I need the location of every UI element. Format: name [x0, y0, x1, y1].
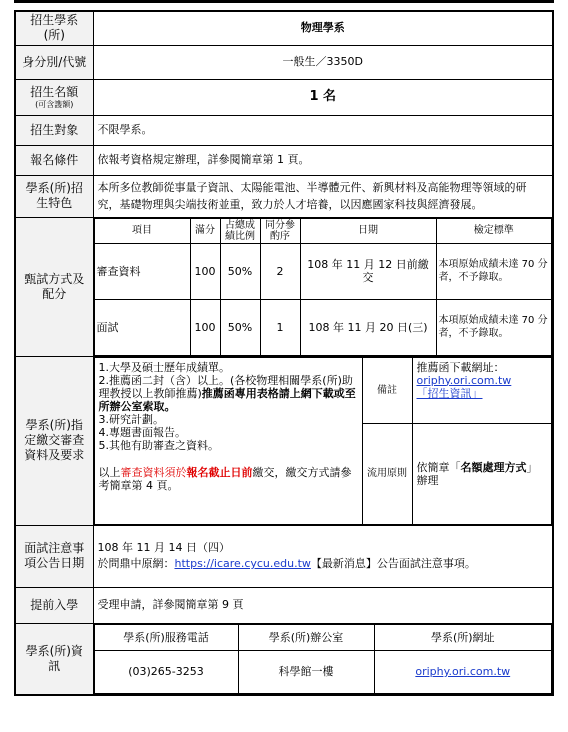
- screening-header: 滿分: [190, 218, 220, 243]
- documents-label: 學系(所)指定繳交審查資料及要求: [15, 356, 93, 525]
- row-identity: [15, 45, 553, 79]
- screening-item-full: 100: [190, 243, 220, 299]
- screening-item-order: 2: [260, 243, 300, 299]
- info-value-row: [94, 650, 552, 693]
- quota-label: 招生名額: [30, 85, 79, 99]
- target-value: 不限學系。: [93, 115, 553, 145]
- row-features: [15, 175, 553, 217]
- top-border-line: [14, 0, 554, 3]
- info-website-link[interactable]: oriphy.ori.com.tw: [415, 665, 511, 678]
- screening-header-row: [94, 218, 552, 243]
- remark-label: 備註: [362, 357, 412, 423]
- doc-item-5: 5.其他有助審查之資料。: [98, 438, 219, 452]
- screening-header: 同分參酌序: [260, 218, 300, 243]
- doc-item-1: 1.大學及碩士歷年成績單。: [98, 360, 230, 374]
- dept-label: 招生學系(所): [15, 11, 93, 45]
- screening-item-name: 審查資料: [94, 243, 190, 299]
- row-target: [15, 115, 553, 145]
- quota-label-cell: [15, 79, 93, 115]
- documents-requirements: [94, 357, 362, 524]
- row-quota: [15, 79, 553, 115]
- screening-header: 占總成績比例: [220, 218, 260, 243]
- identity-label: 身分別/代號: [15, 45, 93, 79]
- info-table: [94, 624, 553, 694]
- rule-content: [412, 423, 552, 524]
- row-interview-notice: [15, 525, 553, 587]
- doc-item-2: [99, 374, 358, 413]
- rule-label: 流用原則: [362, 423, 412, 524]
- doc-note-c: 報名截止日前: [186, 465, 253, 479]
- features-label: 學系(所)招生特色: [15, 175, 93, 217]
- remark-url-link[interactable]: oriphy.ori.com.tw: [416, 373, 512, 387]
- screening-item-date: 108 年 11 月 20 日(三): [300, 299, 436, 355]
- row-info: [15, 623, 553, 695]
- documents-cell: [93, 356, 553, 525]
- info-website-cell: [374, 650, 552, 693]
- screening-item-date: 108 年 11 月 12 日前繳交: [300, 243, 436, 299]
- info-office: 科學館一樓: [238, 650, 374, 693]
- info-header-row: [94, 624, 552, 650]
- screening-item-full: 100: [190, 299, 220, 355]
- row-dept: [15, 11, 553, 45]
- doc-item-2a: 2.推薦函二封（含）以上。(各校物理相關學系(所)助理教授以上教師推薦): [98, 373, 353, 400]
- screening-label: 甄試方式及配分: [15, 217, 93, 356]
- interview-notice-cell: [93, 525, 553, 587]
- table-row: [94, 243, 552, 299]
- screening-item-standard: 本項原始成績未達 70 分者，不予錄取。: [436, 243, 552, 299]
- quota-sublabel: (可含謢額): [35, 100, 74, 109]
- dept-value: 物理學系: [93, 11, 553, 45]
- info-phone: (03)265-3253: [94, 650, 238, 693]
- row-documents: [15, 356, 553, 525]
- screening-item-name: 面試: [94, 299, 190, 355]
- screening-item-standard: 本項原始成績未達 70 分者，不予錄取。: [436, 299, 552, 355]
- interview-notice-text-b: 【最新消息】公告面試注意事項。: [310, 557, 476, 570]
- info-header-phone: 學系(所)服務電話: [94, 624, 238, 650]
- icare-link[interactable]: https://icare.cycu.edu.tw: [174, 557, 311, 570]
- doc-item-3: 3.研究計劃。: [98, 412, 164, 426]
- doc-item-4: 4.專題書面報告。: [98, 425, 186, 439]
- screening-cell: [93, 217, 553, 356]
- doc-item-2b: 推薦函專用表格請上網下載或至所辦公室索取。: [98, 386, 356, 413]
- rule-text-a: 依簡章「: [416, 460, 461, 474]
- screening-header: 項目: [94, 218, 190, 243]
- screening-item-ratio: 50%: [220, 243, 260, 299]
- info-header-office: 學系(所)辦公室: [238, 624, 374, 650]
- recruit-info-link[interactable]: 「招生資訊」: [416, 386, 483, 400]
- row-screening: [15, 217, 553, 356]
- documents-table: [94, 357, 553, 525]
- doc-note-b: 審查資料須於: [120, 465, 187, 479]
- rule-text-c: 」辦理: [416, 460, 538, 487]
- remark-content: [412, 357, 552, 423]
- remark-text-a: 推薦函下載網址：: [416, 360, 505, 374]
- early-value: 受理申請，詳參閱簡章第 9 頁: [93, 587, 553, 623]
- conditions-label: 報名條件: [15, 145, 93, 175]
- screening-header: 日期: [300, 218, 436, 243]
- row-early: [15, 587, 553, 623]
- documents-row-remark: [94, 357, 552, 423]
- info-header-website: 學系(所)網址: [374, 624, 552, 650]
- interview-notice-date: 108 年 11 月 14 日（四）: [97, 541, 230, 554]
- screening-table: [94, 218, 553, 356]
- quota-value: 1 名: [93, 79, 553, 115]
- rule-text-b: 名額處理方式: [460, 460, 527, 474]
- screening-header: 檢定標準: [436, 218, 552, 243]
- interview-notice-line2: [98, 556, 549, 572]
- admission-info-table: [14, 10, 554, 696]
- info-cell: [93, 623, 553, 695]
- screening-item-order: 1: [260, 299, 300, 355]
- screening-item-ratio: 50%: [220, 299, 260, 355]
- features-value: 本所多位教師從事量子資訊、太陽能電池、半導體元件、新興材料及高能物理等領域的研究，基礎物理與尖端技術並重，致力於人才培養，以因應國家科技與經濟發展。: [93, 175, 553, 217]
- table-row: [94, 299, 552, 355]
- conditions-value: 依報考資格規定辦理，詳參閱簡章第 1 頁。: [93, 145, 553, 175]
- interview-notice-label: 面試注意事項公告日期: [15, 525, 93, 587]
- interview-notice-text-a: 於問鼎中原網：: [97, 557, 175, 570]
- identity-value: 一般生／3350D: [93, 45, 553, 79]
- early-label: 提前入學: [15, 587, 93, 623]
- doc-note-a: 以上: [98, 465, 121, 479]
- doc-note: [99, 466, 358, 492]
- row-conditions: [15, 145, 553, 175]
- doc-note-d: 繳交，繳交方式請參考簡章第 4 頁。: [98, 465, 352, 492]
- target-label: 招生對象: [15, 115, 93, 145]
- info-label: 學系(所)資訊: [15, 623, 93, 695]
